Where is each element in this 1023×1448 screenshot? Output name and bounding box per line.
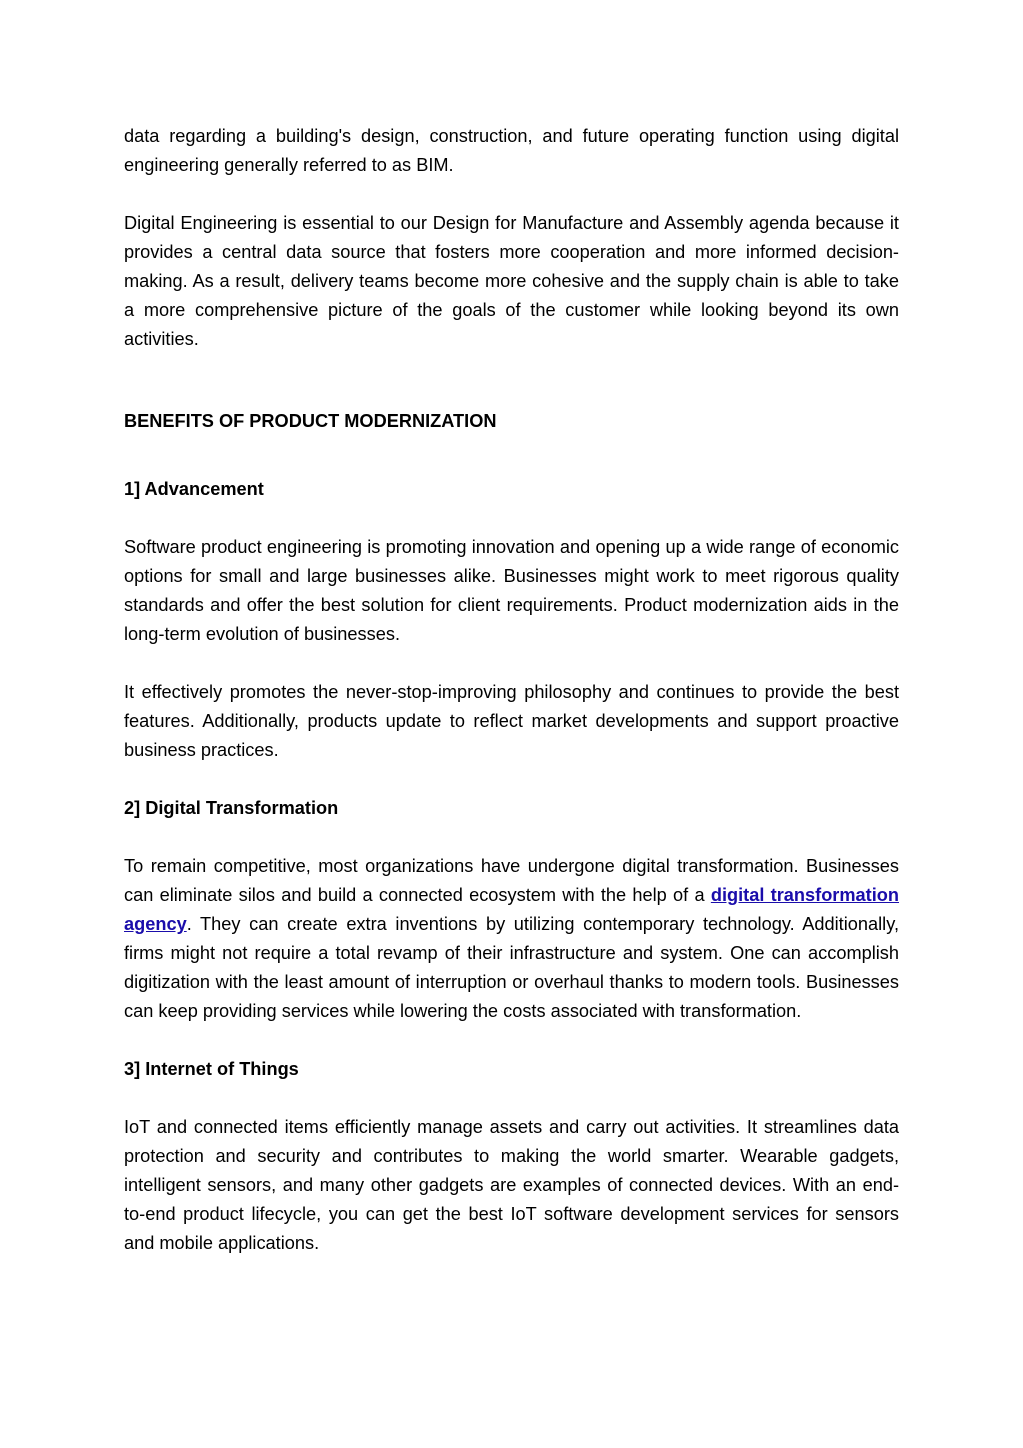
digital-transformation-paragraph [124,852,899,1026]
digital-transformation-agency-link[interactable]: digital transformation agency [124,885,899,934]
intro-paragraph-digital-engineering: Digital Engineering is essential to our Design for Manufacture and Assembly agenda because it provides a central data source that fosters more cooperation and more informed decision-making. As a result, delivery teams become more cohesive and the supply chain is able to take a more comprehensive picture of the goals of the customer while looking beyond its own activities. [124,213,899,349]
advancement-paragraph-2: It effectively promotes the never-stop-improving philosophy and continues to provide the best features. Additionally, products update to reflect market developments and support proactive business practices. [124,682,899,760]
advancement-heading: 1] Advancement [124,479,264,499]
section-title: BENEFITS OF PRODUCT MODERNIZATION [124,411,497,431]
document-page [124,122,899,1258]
digital-transformation-heading: 2] Digital Transformation [124,798,339,818]
digital-transformation-text-start: To remain competitive, most organizations have undergone digital transformation. Businesses can eliminate silos and build a connected ecosystem with the help of a [124,856,899,905]
advancement-paragraph-1: Software product engineering is promoting innovation and opening up a wide range of economic options for small and large businesses alike. Businesses might work to meet rigorous quality standards and offer the best solution for client requirements. Product modernization aids in the long-term evolution of businesses. [124,537,899,644]
iot-heading: 3] Internet of Things [124,1059,299,1079]
intro-paragraph-bim: data regarding a building's design, construction, and future operating function using digital engineering generally referred to as BIM. [124,126,899,175]
iot-paragraph: IoT and connected items efficiently manage assets and carry out activities. It streamlines data protection and security and contributes to making the world smarter. Wearable gadgets, intelligent sensors, and many other gadgets are examples of connected devices. With an end-to-end product lifecycle, you can get the best IoT software development services for sensors and mobile applications. [124,1117,899,1253]
digital-transformation-text-end: . They can create extra inventions by utilizing contemporary technology. Additionally, firms might not require a total revamp of their infrastructure and system. One can accomplish digitization with the least amount of interruption or overhaul thanks to modern tools. Businesses can keep providing services while lowering the costs associated with transformation. [124,914,899,1021]
